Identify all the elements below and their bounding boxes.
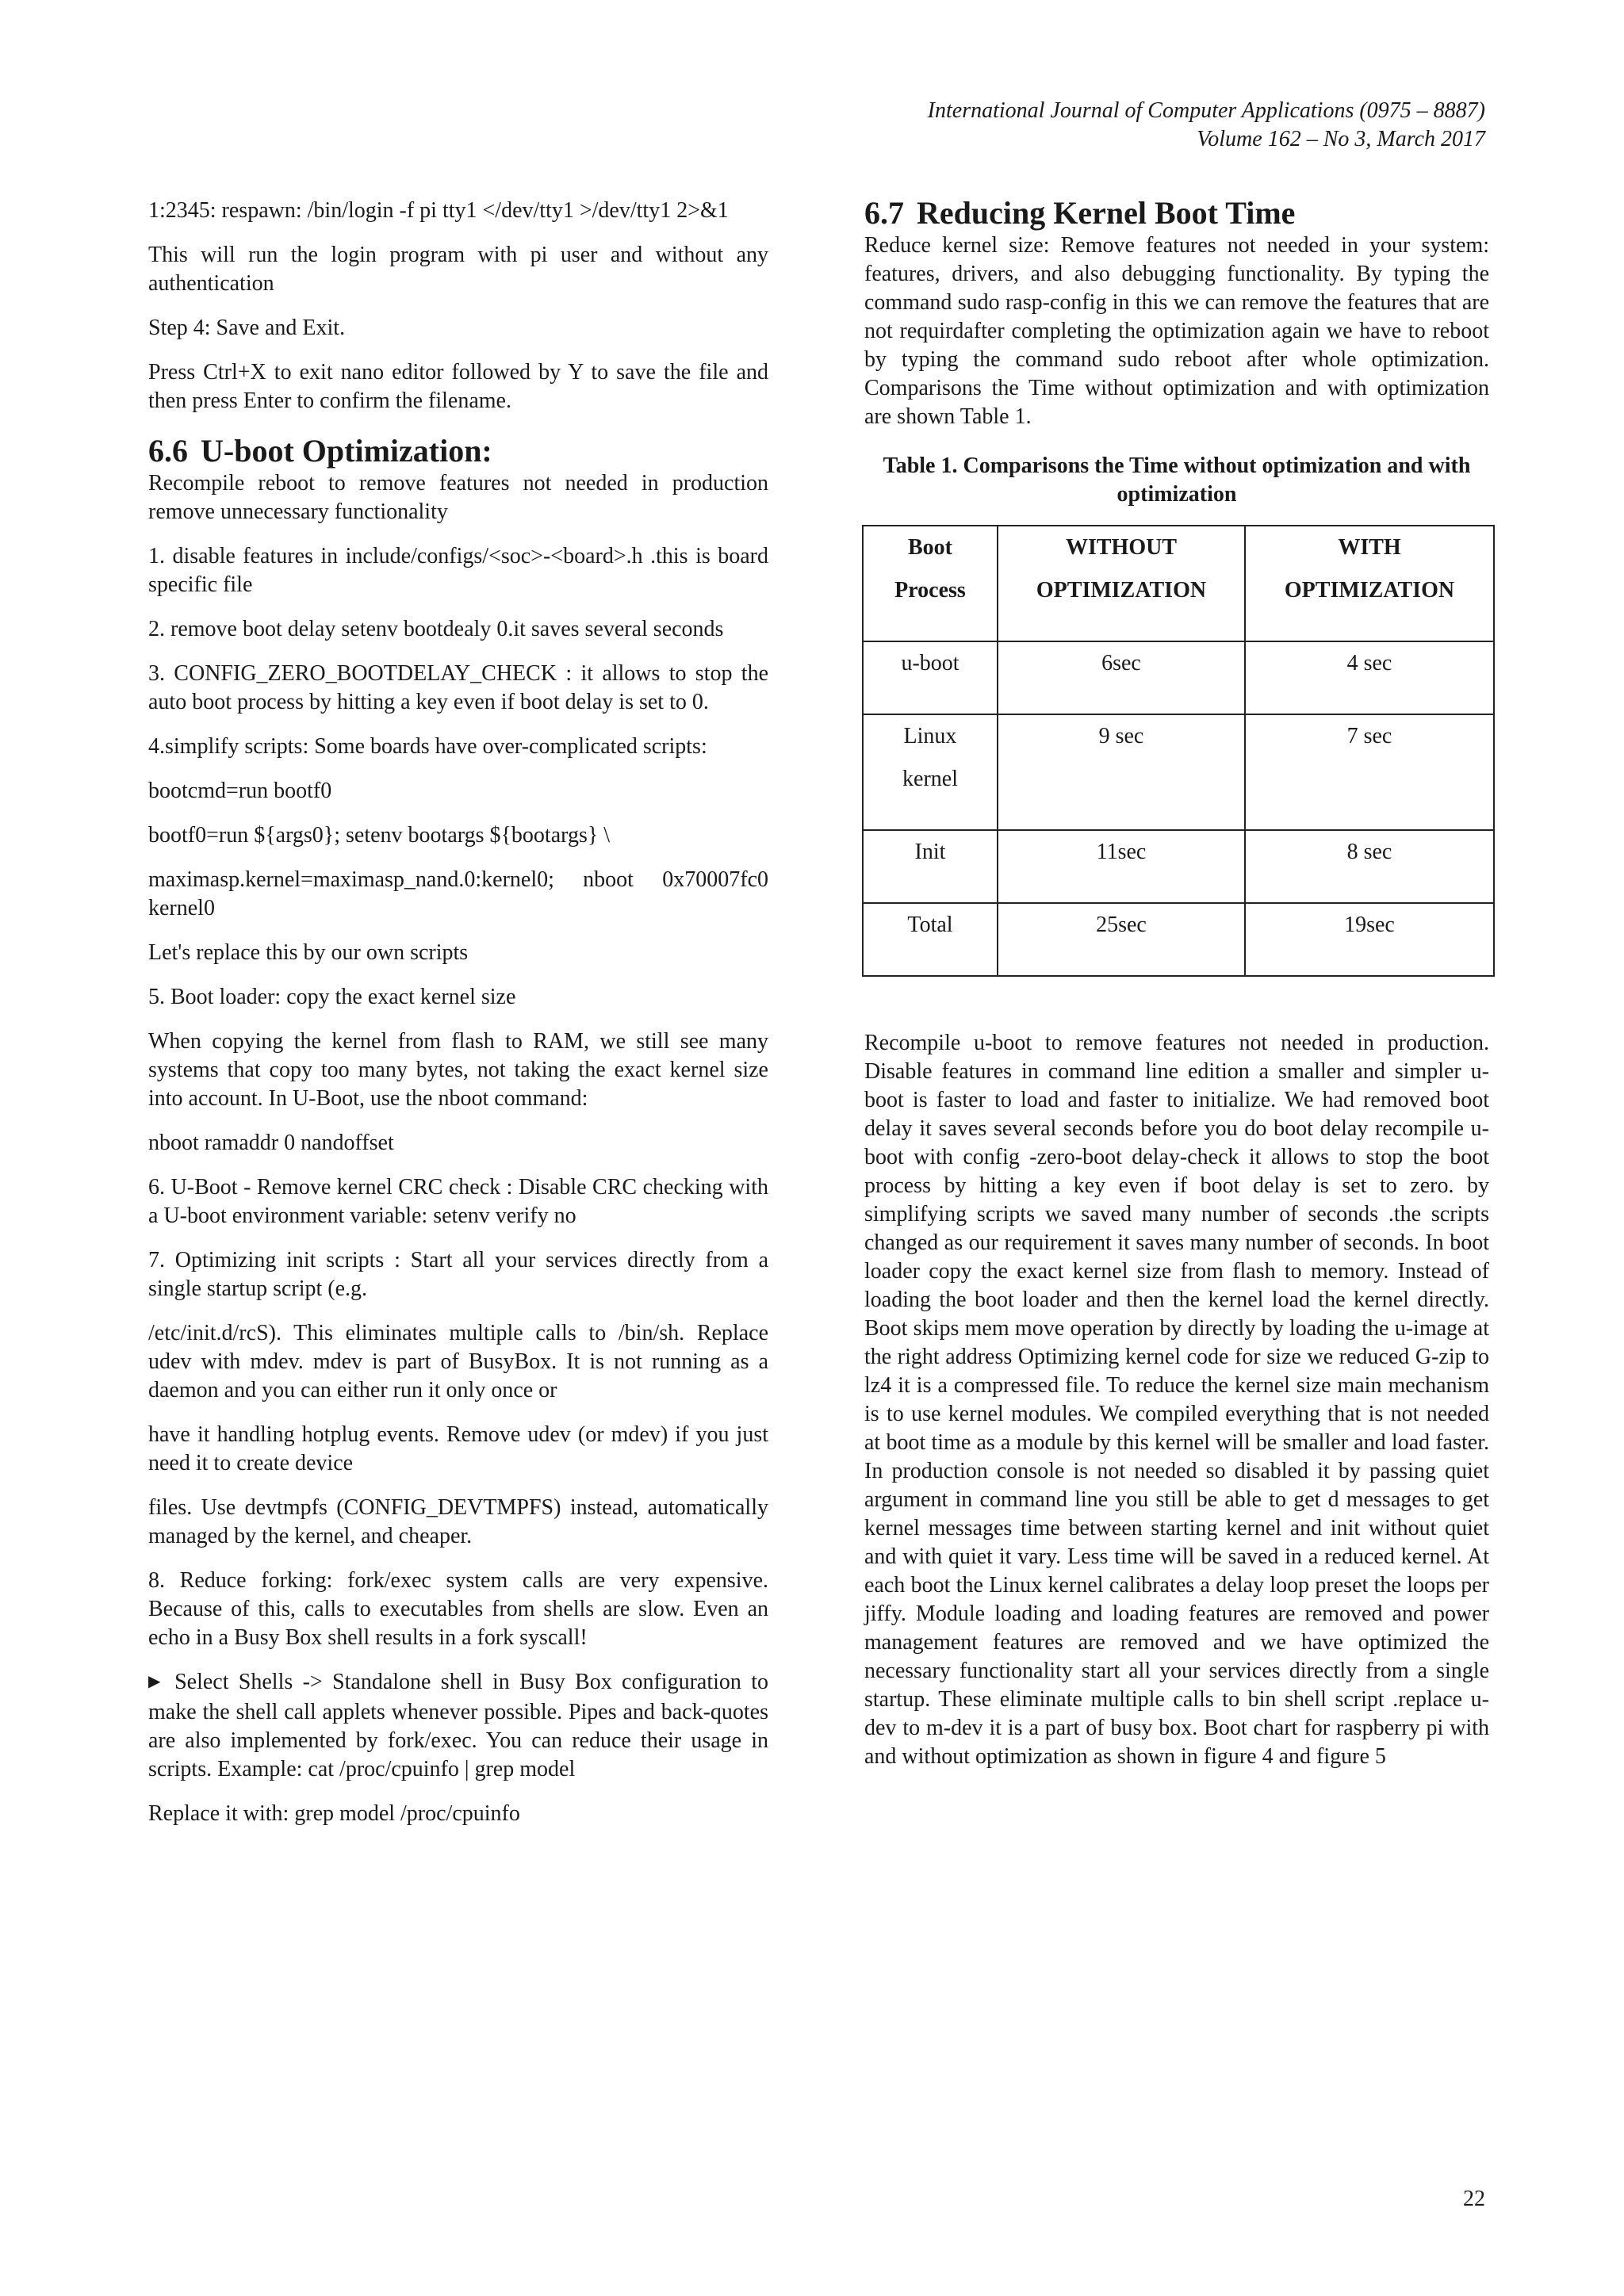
comparison-table xyxy=(862,525,1495,977)
paragraph: Replace it with: grep model /proc/cpuinfo xyxy=(148,1801,520,1826)
bullet-text: Select Shells -> Standalone shell in Busy Box configuration to make the shell call applets whenever possible. Pipes and back-quotes are also implemented by fork/exec. You can reduce their usage in scripts. Example: cat /proc/cpuinfo | grep model xyxy=(148,1670,768,1781)
paragraph: Reduce kernel size: Remove features not needed in your system: features, drivers, and also debugging functionality. By typing the command sudo rasp-config in this we can remove the features that are not requirdafter completing the optimization again we have to reboot by typing the command sudo reboot after whole optimization. Comparisons the Time without optimization and with optimization are shown Table 1. xyxy=(864,233,1489,429)
table-cell: 4 sec xyxy=(1245,641,1494,714)
right-column xyxy=(864,197,1489,1787)
paragraph: /etc/init.d/rcS). This eliminates multiple calls to /bin/sh. Replace udev with mdev. mdev is part of BusyBox. It is not running as a daemon and you can either run it only once or xyxy=(148,1321,768,1402)
table-row xyxy=(863,830,1494,903)
paragraph: 3. CONFIG_ZERO_BOOTDELAY_CHECK : it allows to stop the auto boot process by hitting a key even if boot delay is set to 0. xyxy=(148,661,768,714)
page-number: 22 xyxy=(1463,2187,1485,2211)
table-cell: 8 sec xyxy=(1245,830,1494,903)
paragraph: Recompile reboot to remove features not needed in production remove unnecessary functionality xyxy=(148,471,768,524)
paragraph: 1:2345: respawn: /bin/login -f pi tty1 </dev/tty1 >/dev/tty1 2>&1 xyxy=(148,198,729,223)
table-cell: 25sec xyxy=(998,903,1245,976)
table-cell: u-boot xyxy=(863,641,998,714)
paragraph: Let's replace this by our own scripts xyxy=(148,940,469,965)
triangle-bullet-icon: ▶ xyxy=(148,1673,165,1690)
paragraph: Recompile u-boot to remove features not needed in production. Disable features in command line edition a smaller and simpler u-boot is faster to load and faster to initialize. We had removed boot delay it saves several seconds before you do boot delay recompile u-boot with config -zero-boot delay-check it allows to stop the boot process by hitting a key even if boot delay is set to zero. by simplifying scripts we saved many number of seconds .the scripts changed as our requirement it saves many number of seconds. In boot loader copy the exact kernel size from flash to memory. Instead of loading the boot loader and then the kernel load the kernel directly. Boot skips mem move operation by directly by loading the u-image at the right address Optimizing kernel code for size we reduced G-zip to lz4 it is a compressed file. To reduce the kernel size main mechanism is to use kernel modules. We compiled everything that is not needed at boot time as a module by this kernel will be smaller and load faster. In production console is not needed so disabled it by passing quiet argument in command line you still be able to get d messages to get kernel messages time between starting kernel and init without quiet and with quiet it vary. Less time will be saved in a reduced kernel. At each boot the Linux kernel calibrates a delay loop preset the loops per jiffy. Module loading and loading features are removed and power management features are removed and we have optimized the necessary functionality start all your services directly from a single startup. These eliminate multiple calls to bin shell script .replace u-dev to m-dev it is a part of busy box. Boot chart for raspberry pi with and without optimization as shown in figure 4 and figure 5 xyxy=(864,1031,1489,1769)
table-caption: Table 1. Comparisons the Time without optimization and with optimization xyxy=(883,453,1471,507)
paragraph: have it handling hotplug events. Remove udev (or mdev) if you just need it to create device xyxy=(148,1422,768,1475)
paragraph: files. Use devtmpfs (CONFIG_DEVTMPFS) instead, automatically managed by the kernel, and cheaper. xyxy=(148,1495,768,1548)
paragraph xyxy=(148,1668,768,1784)
table-header-cell: WITHOUT OPTIMIZATION xyxy=(998,526,1245,641)
paragraph: bootcmd=run bootf0 xyxy=(148,779,332,803)
table-header-row xyxy=(863,526,1494,641)
table-header-cell: WITH OPTIMIZATION xyxy=(1245,526,1494,641)
paragraph: When copying the kernel from flash to RAM, we still see many systems that copy too many bytes, not taking the exact kernel size into account. In U-Boot, use the nboot command: xyxy=(148,1029,768,1111)
table-header-cell: Boot Process xyxy=(863,526,998,641)
left-column xyxy=(148,197,768,1844)
table-cell: Total xyxy=(863,903,998,976)
paragraph: 2. remove boot delay setenv bootdealy 0.it saves several seconds xyxy=(148,617,724,641)
table-row xyxy=(863,903,1494,976)
journal-header xyxy=(928,97,1485,154)
paragraph: maximasp.kernel=maximasp_nand.0:kernel0; nboot 0x70007fc0 kernel0 xyxy=(148,867,768,920)
table-row xyxy=(863,641,1494,714)
table-cell: 19sec xyxy=(1245,903,1494,976)
paragraph: 1. disable features in include/configs/<soc>-<board>.h .this is board specific file xyxy=(148,544,768,597)
table-cell: 7 sec xyxy=(1245,714,1494,830)
journal-title: International Journal of Computer Applications (0975 – 8887) xyxy=(927,98,1485,123)
table-cell: 11sec xyxy=(998,830,1245,903)
table-cell: 9 sec xyxy=(998,714,1245,830)
section-number: 6.6 xyxy=(148,433,188,469)
paragraph: 8. Reduce forking: fork/exec system calls are very expensive. Because of this, calls to executables from shells are slow. Even an echo in a Busy Box shell results in a fork syscall! xyxy=(148,1568,768,1650)
paragraph: Step 4: Save and Exit. xyxy=(148,316,346,340)
section-title: Reducing Kernel Boot Time xyxy=(917,195,1296,231)
paragraph: bootf0=run ${args0}; setenv bootargs ${bootargs} \ xyxy=(148,823,611,848)
section-heading-6-6 xyxy=(148,434,768,468)
section-heading-6-7 xyxy=(864,197,1489,230)
table-row xyxy=(863,714,1494,830)
paragraph: nboot ramaddr 0 nandoffset xyxy=(148,1131,394,1155)
table-cell: 6sec xyxy=(998,641,1245,714)
table-cell: Init xyxy=(863,830,998,903)
paragraph: 6. U-Boot - Remove kernel CRC check : Disable CRC checking with a U-boot environment variable: setenv verify no xyxy=(148,1175,768,1228)
paragraph: This will run the login program with pi user and without any authentication xyxy=(148,243,768,296)
paragraph: 4.simplify scripts: Some boards have over-complicated scripts: xyxy=(148,734,707,759)
section-title: U-boot Optimization: xyxy=(201,433,492,469)
journal-volume: Volume 162 – No 3, March 2017 xyxy=(1197,127,1485,151)
paragraph: 5. Boot loader: copy the exact kernel size xyxy=(148,985,516,1009)
section-number: 6.7 xyxy=(864,195,904,231)
paragraph: Press Ctrl+X to exit nano editor followed by Y to save the file and then press Enter to confirm the filename. xyxy=(148,360,768,413)
table-cell: Linux kernel xyxy=(863,714,998,830)
paragraph: 7. Optimizing init scripts : Start all your services directly from a single startup script (e.g. xyxy=(148,1248,768,1301)
